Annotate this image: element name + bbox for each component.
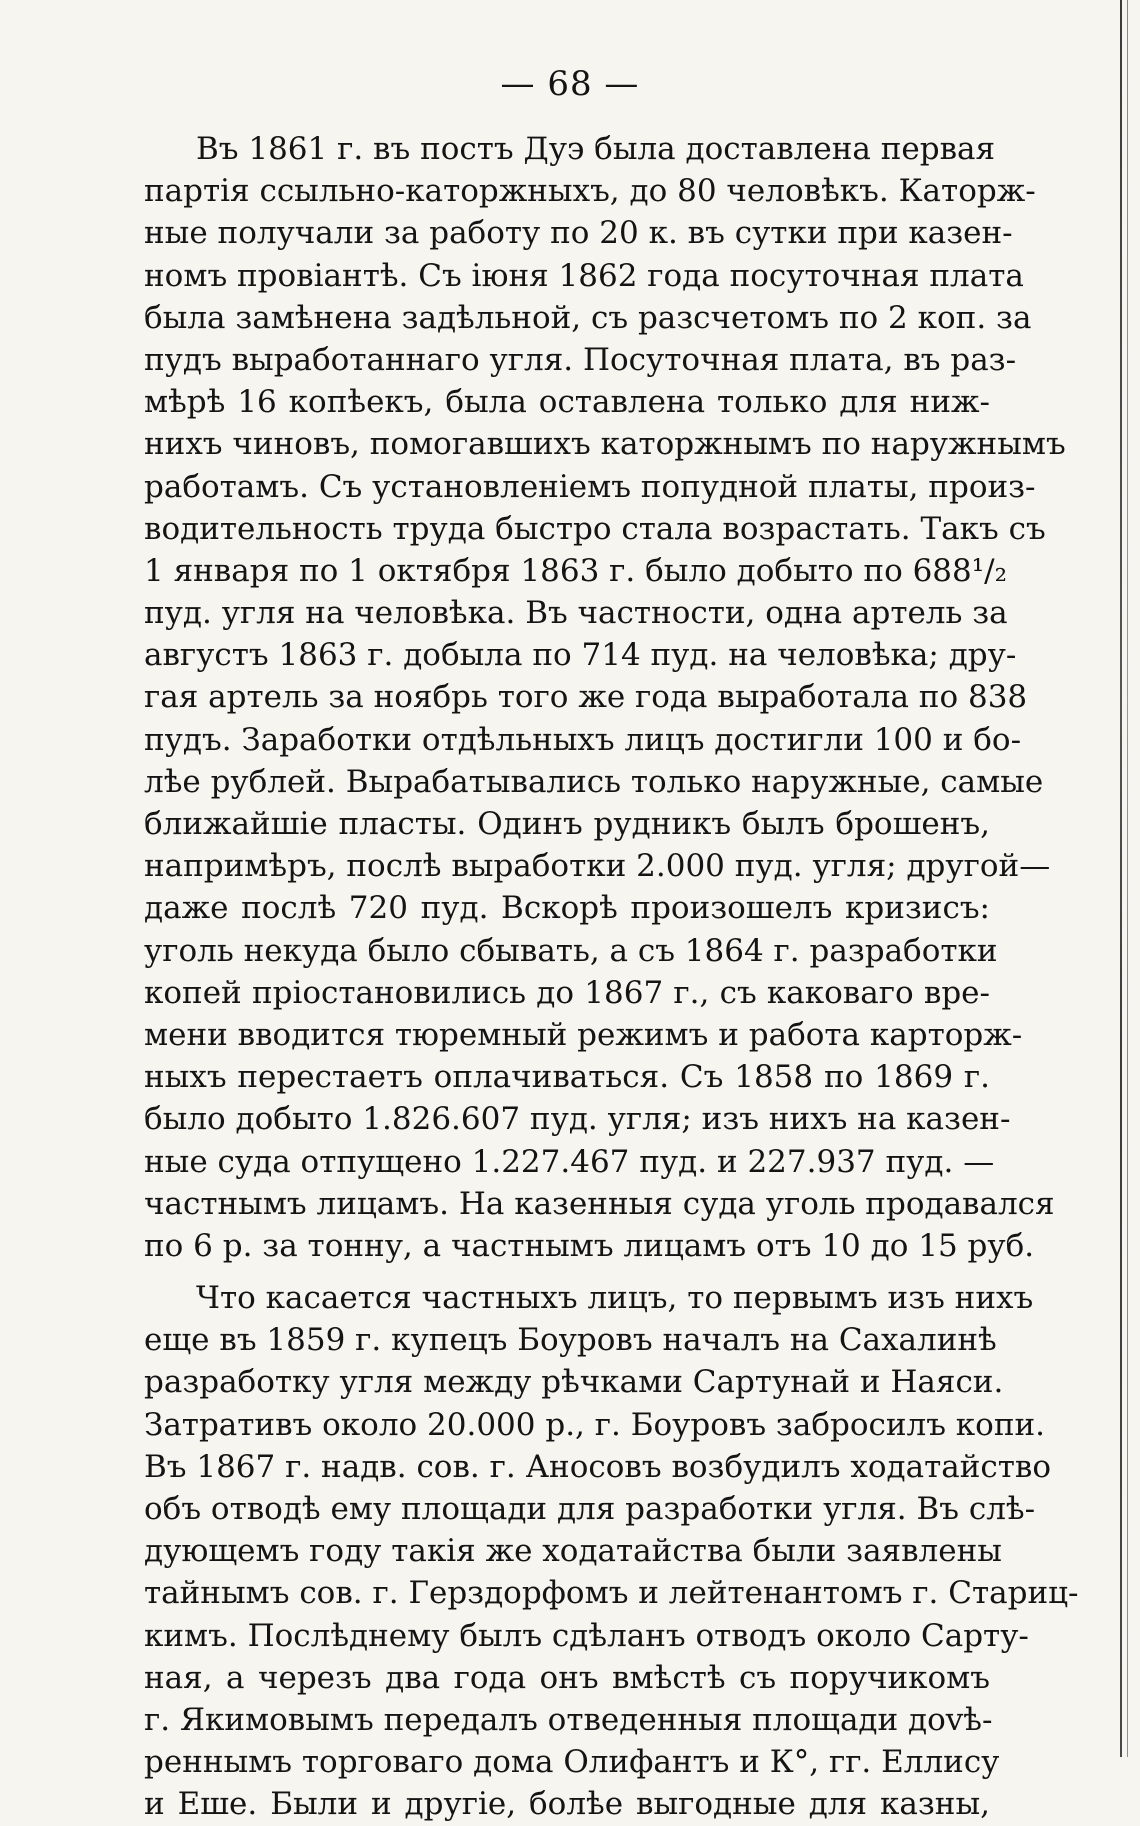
text-line: было добыто 1.826.607 пуд. угля; изъ нихъ на казен- [144, 1101, 1011, 1138]
text-line: еще въ 1859 г. купецъ Боуровъ началъ на Сахалинѣ [144, 1322, 997, 1359]
text-line: Затративъ около 20.000 р., г. Боуровъ забросилъ копи. [144, 1406, 1045, 1443]
text-line: была замѣнена задѣльной, съ разсчетомъ по 2 коп. за [144, 299, 1032, 336]
text-line: партія ссыльно-каторжныхъ, до 80 человѣкъ. Каторж- [144, 173, 1036, 210]
text-line: мени вводится тюремный режимъ и работа карторж- [144, 1016, 1023, 1053]
page-edge-rule [1120, 0, 1122, 1757]
paragraph-gap [144, 1267, 990, 1277]
text-line: г. Якимовымъ передалъ отведенныя площади дovѣ- [144, 1701, 993, 1738]
text-line: пудъ выработаннаго угля. Посуточная плата, въ раз- [144, 341, 1017, 378]
text-line: Что касается частныхъ лицъ, то первымъ изъ нихъ [196, 1280, 1034, 1317]
text-line: частнымъ лицамъ. На казенныя суда уголь продавался [144, 1185, 1055, 1222]
page-number: — 68 — [500, 64, 640, 104]
text-line: Въ 1867 г. надв. сов. г. Аносовъ возбудилъ ходатайство [144, 1448, 1052, 1485]
text-line: ныхъ перестаетъ оплачиваться. Съ 1858 по 1869 г. [144, 1059, 990, 1096]
text-line: напримѣръ, послѣ выработки 2.000 пуд. угля; другой— [144, 848, 1051, 885]
text-line: реннымъ торговаго дома Олифантъ и К°, гг. Еллису [144, 1744, 1000, 1781]
text-line: Въ 1861 г. въ постъ Дуэ была доставлена первая [196, 131, 996, 167]
text-line: уголь некуда было сбывать, а съ 1864 г. разработки [144, 932, 998, 969]
paragraph-1 [144, 128, 1066, 1267]
text-line: и Еше. Были и другіе, болѣе выгодные для казны, [144, 1786, 990, 1823]
page-edge-rule-inner [1127, 0, 1128, 1757]
body-text [144, 128, 1079, 1826]
text-line: ные получали за работу по 20 к. въ сутки при казен- [144, 215, 1013, 252]
text-line: 1 января по 1 октября 1863 г. было добыто по 688¹/₂ [144, 552, 1008, 589]
text-line: по 6 р. за тонну, а частнымъ лицамъ отъ 10 до 15 руб. [144, 1227, 1035, 1264]
text-line: пудъ. Заработки отдѣльныхъ лицъ достигли 100 и бо- [144, 721, 1022, 758]
text-line: дующемъ году такія же ходатайства были заявлены [144, 1533, 1002, 1570]
text-line: даже послѣ 720 пуд. Вскорѣ произошелъ кризисъ: [144, 890, 990, 927]
text-line: водительность труда быстро стала возрастать. Такъ съ [144, 510, 1046, 547]
text-line: мѣрѣ 16 копѣекъ, была оставлена только для ниж- [144, 384, 990, 421]
text-line: работамъ. Съ установленіемъ попудной платы, произ- [144, 468, 1036, 505]
text-line: разработку угля между рѣчками Сартунай и Наяси. [144, 1364, 1004, 1401]
text-line: августъ 1863 г. добыла по 714 пуд. на человѣка; дру- [144, 637, 1017, 674]
text-line: копей пріостановились до 1867 г., съ каковаго вре- [144, 974, 990, 1011]
text-line: кимъ. Послѣднему былъ сдѣланъ отводъ около Сарту- [144, 1617, 1029, 1654]
text-line: тайнымъ сов. г. Герздорфомъ и лейтенантомъ г. Стариц- [144, 1575, 1079, 1612]
text-line: номъ провіантѣ. Съ іюня 1862 года посуточная плата [144, 257, 1024, 294]
text-line: лѣе рублей. Вырабатывались только наружные, самые [144, 763, 1044, 800]
text-line: ближайшіе пласты. Одинъ рудникъ былъ брошенъ, [144, 806, 990, 842]
text-line: объ отводѣ ему площади для разработки угля. Въ слѣ- [144, 1491, 1036, 1527]
text-line: ная, а черезъ два года онъ вмѣстѣ съ поручикомъ [144, 1659, 990, 1696]
text-line: гая артель за ноябрь того же года выработала по 838 [144, 679, 1028, 716]
text-line: пуд. угля на человѣка. Въ частности, одна артель за [144, 595, 1008, 632]
text-line: нихъ чиновъ, помогавшихъ каторжнымъ по наружнымъ [144, 426, 1066, 463]
paragraph-2 [144, 1277, 1079, 1825]
text-line: ные суда отпущено 1.227.467 пуд. и 227.937 пуд. — [144, 1143, 995, 1180]
